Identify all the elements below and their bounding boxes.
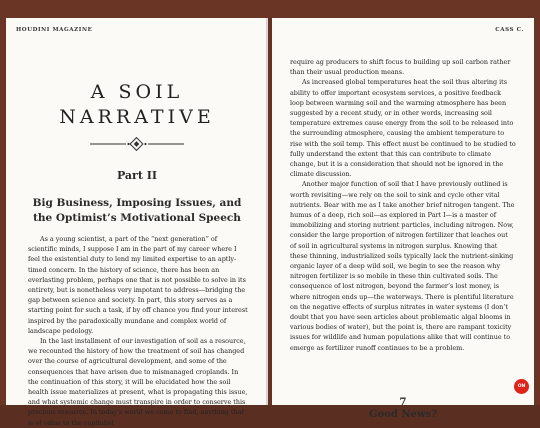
paragraph: require ag producers to shift focus to building up soil carbon rather than their usual production means. <box>290 58 511 77</box>
section-number: 7 <box>399 397 407 408</box>
left-page <box>6 18 268 427</box>
running-header-left: HOUDINI MAGAZINE <box>16 27 93 33</box>
left-body-text <box>28 234 248 428</box>
running-header-right: CASS C. <box>495 27 524 33</box>
right-page <box>272 18 534 420</box>
paragraph: In the last installment of our investigation of soil as a resource, we recounted the history of how the treatment of soil has changed over the course of agricultural development, and some of the consequences that have arisen due to mismanaged croplands. In the continuation of this story, it will be elucidated how the soil health issue materializes at present, what is propagating this issue, and what systemic change must transpire in order to conserve this precious resource. In today’s world we come to find, anything that is of value to the capitalist <box>28 337 248 427</box>
article-title <box>6 80 268 130</box>
paragraph: Another major function of soil that I have previously outlined is worth revisiting—we rely on the soil to sink and cycle other vital nutrients. Bear with me as I take another brief nitrogen tangent. The humus of a deep, rich soil—as explored in Part I—is a master of immobilizing and storing nutrient particles, including nitrogen. Now, consider the large proportion of nitrogen fertilizer that leaches out of soil in agricultural systems in nitrogen surplus. Knowing that these thinning, industrialized soils typically lack the nutrient-sinking organic layer of a deep wild soil, we begin to see the reason why nitrogen fertilizer is so mobile in these thin cultivated soils. The consequence of lost nitrogen, beyond the farmer’s lost money, is where nitrogen ends up—the waterways. There is plentiful literature on the negative effects of surplus nitrates in water systems (I don’t doubt that you have seen articles about problematic algal blooms in various bodies of water), but the point is, there are rampant toxicity issues for wildlife and human populations alike that will continue to emerge as fertilizer runoff continues to be a problem. <box>290 180 515 352</box>
paragraph: As increased global temperatures heat the soil thus altering its ability to offer important ecosystem services, a positive feedback loop between warming soil and the warming atmosphere has been suggested by a recent study, or in other words, increasing soil temperature extremes cause energy from the soil to be released into the surrounding atmosphere, causing the ambient temperature to rise with the soil temp. This effect must be continued to be studied to fully understand the extent that this can contribute to climate change, but it is a consideration that should not be ignored in the climate discussion. <box>290 78 516 179</box>
paragraph: As a young scientist, a part of the “next generation” of scientific minds, I suppose I am in the part of my career where I feel the existential duty to lend my limited expertise to an aptly-timed concern. In the history of science, there has been an everlasting problem, perhaps one that is not possible to solve in its entirety, but is nonetheless very impotant to address—bridging the gap between science and society. In part, this story serves as a starting point for such a task, if by off chance you find your interest inspired by the paradoxically mundane and complex world of landscape pedology. <box>28 235 248 335</box>
right-body-text <box>290 57 516 353</box>
floating-action-button[interactable]: ON <box>514 379 529 394</box>
article-subtitle: Big Business, Imposing Issues, and the Optimist’s Motivational Speech <box>32 197 242 224</box>
section-title: Good News? <box>369 409 437 420</box>
title-line-1: A SOIL <box>90 81 184 103</box>
title-line-2: NARRATIVE <box>59 106 215 128</box>
part-heading: Part II <box>116 169 158 182</box>
ornament-divider <box>90 139 184 149</box>
